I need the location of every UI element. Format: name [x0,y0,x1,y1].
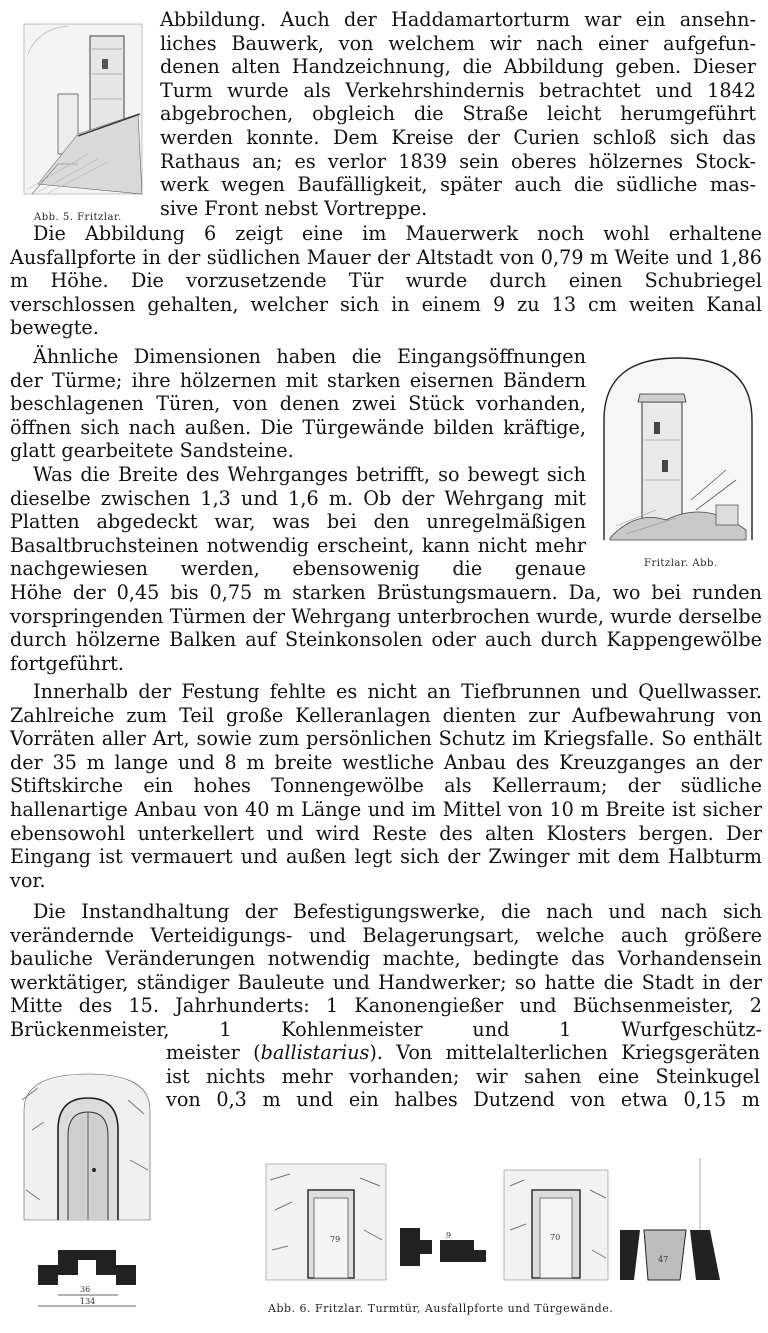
tower-arch-illustration [596,350,760,572]
paragraph-3: Ähnliche Dimensionen haben die Eingangsöffnungen der Türme; ihre hölzernen mit starken eisernen Bändern beschlagenen Türen, von denen zwei Stück vorhanden, öffnen sich nach außen. Die Türgewände bilden kräftige, glatt gearbeitete Sandsteine. [10,345,586,463]
figure-caption: Abb. 5. Fritzlar. [34,212,122,223]
text-line: liches Bauwerk, von welchem wir nach einer aufgefun- [160,31,756,55]
text-line: ist nichts mehr vorhanden; wir sahen eine Steinkugel [166,1064,760,1088]
paragraph-7-lines [166,1041,760,1112]
paragraph-4-a: Was die Breite des Wehrganges betrifft, so bewegt sich dieselbe zwischen 1,3 und 1,6 m. Ob der Wehrgang mit Platten abgedeckt war, was bei den unregelmäßigen Basaltbruchsteinen notwendig erscheint, kann nicht mehr nachgewiesen werden, ebensowenig die genaue [10,463,586,581]
figure-caption: Abb. 6. Fritzlar. Turmtür, Ausfallpforte und Türgewände. [268,1302,614,1315]
italic-term: ballistarius [260,1041,370,1064]
text-span: ). Von mittelalterlichen Kriegsgeräten [369,1041,761,1064]
text-line: Turm wurde als Verkehrshindernis betrachtet und 1842 [160,78,756,102]
svg-text:79: 79 [330,1235,341,1244]
text-line [166,1041,760,1065]
text-line: sive Front nebst Vortreppe. [160,196,428,220]
paragraph-2: Die Abbildung 6 zeigt eine im Mauerwerk noch wohl erhaltene Ausfallpforte in der südlichen Mauer der Altstadt von 0,79 m Weite und 1,86 m Höhe. Die vorzusetzende Tür wurde durch einen Schubriegel verschlossen gehalten, welcher sich in einem 9 zu 13 cm weiten Kanal bewegte. [10,222,762,340]
paragraph-5: Innerhalb der Festung fehlte es nicht an Tiefbrunnen und Quellwasser. Zahlreiche zum Teil große Kelleranlagen dienten zur Aufbewahrung von Vorräten aller Art, sowie zum persönlichen Schutz im Kriegsfalle. So enthält der 35 m lange und 8 m breite westliche Anbau des Kreuzganges an der Stiftskirche ein hohes Tonnengewölbe als Kellerraum; der südliche hallenartige Anbau von 40 m Länge und im Mittel von 10 m Breite ist sicher ebensowohl unterkellert und wird Reste des alten Klosters bergen. Der Eingang ist vermauert und außen legt sich der Zwinger mit dem Halbturm vor. [10,680,762,892]
paragraph-1 [160,8,756,220]
svg-text:9: 9 [446,1231,452,1240]
text-line: von 0,3 m und ein halbes Dutzend von etwa 0,15 m [166,1088,760,1112]
svg-text:70: 70 [550,1233,561,1242]
arched-door-illustration [18,1070,156,1310]
figure-door-sketches [260,1150,760,1290]
text-span: meister ( [166,1041,261,1064]
paragraph-7 [166,1041,760,1112]
figure-caption: Fritzlar. Abb. [644,558,718,569]
text-line: Rathaus an; es verlor 1839 sein oberes hölzernes Stock- [160,149,756,173]
text-line: abgebrochen, obgleich die Straße leicht herumgeführt [160,102,756,126]
figure-tower-sketch [18,14,148,223]
svg-text:134: 134 [80,1297,96,1306]
paragraph-4-b: Höhe der 0,45 bis 0,75 m starken Brüstungsmauern. Da, wo bei runden vorspringenden Türmen der Wehrgang unterbrochen wurde, wurde derselbe durch hölzerne Balken auf Steinkonsolen oder auch durch Kappengewölbe fortgeführt. [10,581,762,675]
text-line: werk wegen Baufälligkeit, später auch die südliche mas- [160,173,756,197]
svg-text:36: 36 [80,1285,91,1294]
figure-arched-door [18,1070,156,1310]
text-line: Abbildung. Auch der Haddamartorturm war ein ansehn- [160,8,756,31]
tower-sketch-illustration [18,14,148,214]
paragraph-1-lines [160,8,756,220]
text-line: werden konnte. Dem Kreise der Curien schloß sich das [160,125,756,149]
door-sketches-illustration [260,1150,760,1290]
figure-tower-right [596,350,760,572]
svg-text:47: 47 [658,1255,669,1264]
paragraph-6: Die Instandhaltung der Befestigungswerke, die nach und nach sich verändernde Verteidigungs- und Belagerungsart, welche auch größere bauliche Veränderungen notwendig machte, bedingte das Vorhandensein werktätiger, ständiger Bauleute und Handwerker; so hatte die Stadt in der Mitte des 15. Jahrhunderts: 1 Kanonengießer und Büchsenmeister, 2 Brückenmeister, 1 Kohlenmeister und 1 Wurfgeschütz- [10,900,762,1041]
text-line: denen alten Handzeichnung, die Abbildung geben. Dieser [160,55,756,79]
